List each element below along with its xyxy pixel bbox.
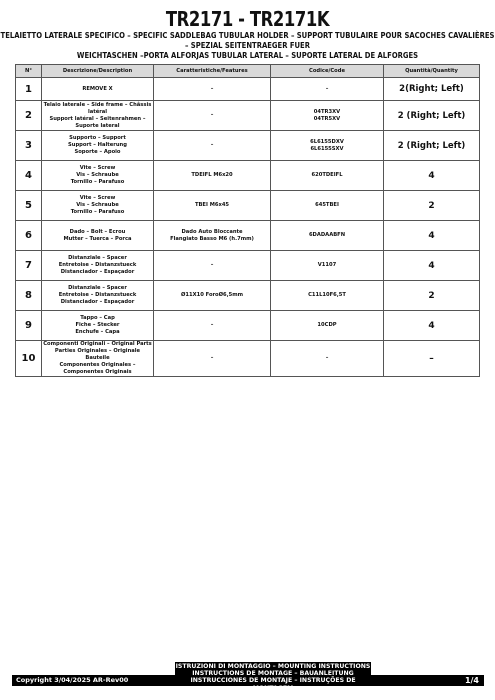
- row-description-line: Vite – Screw: [79, 195, 116, 201]
- row-features: [154, 311, 271, 341]
- row-features-line: Dado Auto Bloccante: [181, 228, 243, 235]
- row-features-line: –: [210, 322, 214, 328]
- row-description-line: Vite – Screw: [79, 165, 116, 171]
- row-quantity: 4: [384, 221, 480, 251]
- table-row: [16, 281, 480, 311]
- row-quantity: 4: [384, 311, 480, 341]
- row-description-line: Distanciador – Espaçador: [60, 269, 135, 275]
- row-code-line: –: [325, 85, 329, 92]
- footer-instruction-line: ISTRUZIONI DI MONTAGGIO – MOUNTING INSTRUCTIONS: [175, 663, 371, 670]
- row-quantity: 2 (Right; Left): [384, 101, 480, 131]
- copyright-text: Copyright 3/04/2025 AR-Rev00: [16, 676, 129, 684]
- row-quantity: 2: [384, 191, 480, 221]
- row-number: 2: [16, 101, 42, 131]
- footer-instructions: [175, 663, 371, 692]
- table-row: [16, 251, 480, 281]
- row-code: [271, 341, 384, 377]
- row-description-line: Fiche – Stecker: [75, 322, 120, 328]
- row-features-line: –: [210, 262, 214, 268]
- header-description: Descrizione/Description: [42, 65, 154, 78]
- table-header-row: [16, 65, 480, 78]
- row-features: [154, 251, 271, 281]
- subtitle-line: TELAIETTO LATERALE SPECIFICO – SPECIFIC SADDLEBAG TUBULAR HOLDER – SUPPORT TUBULAIRE POUR SACOCHES CAVALIÈRES – SPEZIAL SEITENTRAEGER FUER: [0, 31, 495, 50]
- parts-table-body: [16, 78, 480, 377]
- row-description: [42, 101, 154, 131]
- row-description-line: Componenti Originali – Original Parts: [43, 341, 152, 347]
- footer-instruction-line: INSTRUCCIONES DE MONTAJE – INSTRUÇÕES DE MONTAGEM: [190, 677, 356, 692]
- row-code-line: C11L10F6,5T: [308, 292, 346, 298]
- row-number: 4: [16, 161, 42, 191]
- row-features-line: –: [210, 85, 214, 92]
- row-code: [271, 221, 384, 251]
- row-features: [154, 341, 271, 377]
- row-code: [271, 161, 384, 191]
- row-description: [42, 161, 154, 191]
- row-number: 3: [16, 131, 42, 161]
- row-description-line: REMOVE X: [82, 85, 113, 92]
- header-quantity: Quantità/Quantity: [384, 65, 480, 78]
- row-number: 5: [16, 191, 42, 221]
- footer-instruction-line: INSTRUCTIONS DE MONTAGE – BAUANLEITUNG: [192, 670, 354, 678]
- table-row: [16, 78, 480, 101]
- header-code: Codice/Code: [271, 65, 384, 78]
- row-features-line: –: [210, 112, 214, 118]
- row-description-line: Parties Originales – Originale Bauteile: [54, 348, 141, 361]
- row-description-line: Support – Halterung: [68, 142, 127, 148]
- row-code-line: 04TR3XV: [313, 108, 341, 115]
- row-description-line: Entretoise – Distanzstueck: [58, 292, 137, 298]
- page-number: 1/4: [464, 676, 479, 685]
- document-title: TR2171 - TR2171K: [165, 7, 330, 31]
- row-features: [154, 78, 271, 101]
- row-code: [271, 311, 384, 341]
- row-description: [42, 341, 154, 377]
- row-features: [154, 101, 271, 131]
- table-row: [16, 101, 480, 131]
- row-code: [271, 131, 384, 161]
- document-subtitle: [0, 31, 495, 61]
- row-code-line: 10CDP: [317, 322, 337, 328]
- row-features-line: –: [210, 142, 214, 148]
- table-row: [16, 131, 480, 161]
- row-code: [271, 101, 384, 131]
- table-row: [16, 311, 480, 341]
- row-description: [42, 281, 154, 311]
- row-code-line: –: [325, 355, 329, 361]
- row-description-line: Support latéral – Seitenrahmen – Suporte lateral: [49, 115, 146, 129]
- row-features-line: Flangiato Basso M6 (h.7mm): [170, 235, 254, 242]
- header-num: N°: [16, 65, 42, 78]
- row-description-line: Tappo – Cap: [80, 315, 115, 321]
- row-description-line: Enchufe – Capa: [75, 329, 120, 335]
- row-description: [42, 191, 154, 221]
- table-row: [16, 191, 480, 221]
- row-description-line: Tornillo – Parafuso: [70, 209, 125, 215]
- row-features-line: Ø11X10 ForoØ6,5mm: [180, 292, 244, 298]
- row-code-line: 645TBEI: [315, 202, 339, 208]
- row-features-line: TBEI M6x45: [194, 202, 230, 208]
- row-description-line: Mutter – Tuerca – Porca: [63, 235, 132, 242]
- row-features: [154, 131, 271, 161]
- row-code: [271, 281, 384, 311]
- row-quantity: –: [384, 341, 480, 377]
- row-description-line: Componentes Originales – Componentes Originais: [59, 362, 136, 375]
- row-features: [154, 161, 271, 191]
- table-row: [16, 161, 480, 191]
- row-features: [154, 221, 271, 251]
- row-description: [42, 311, 154, 341]
- subtitle-line: WEICHTASCHEN –PORTA ALFORJAS TUBULAR LATERAL – SUPORTE LATERAL DE ALFORGES: [76, 51, 419, 60]
- row-number: 9: [16, 311, 42, 341]
- row-description-line: Tornillo – Parafuso: [70, 179, 125, 185]
- row-quantity: 4: [384, 251, 480, 281]
- row-description: [42, 251, 154, 281]
- row-code: [271, 251, 384, 281]
- row-description-line: Distanziale – Spacer: [68, 285, 127, 291]
- row-number: 1: [16, 78, 42, 101]
- row-features: [154, 191, 271, 221]
- row-features: [154, 281, 271, 311]
- row-description: [42, 131, 154, 161]
- row-description-line: Distanziale – Spacer: [68, 255, 127, 261]
- row-number: 6: [16, 221, 42, 251]
- row-code-line: V1107: [317, 262, 337, 268]
- row-description-line: Vis – Schraube: [76, 172, 119, 178]
- row-code-line: 6DADAABFN: [308, 232, 346, 238]
- row-description: [42, 78, 154, 101]
- row-description-line: Entretoise – Distanzstueck: [58, 262, 137, 268]
- row-code: [271, 78, 384, 101]
- row-description-line: Telaio laterale – Side frame – Châssis latéral: [43, 101, 152, 115]
- row-description-line: Supporto – Support: [69, 135, 126, 141]
- row-code-line: 04TR5XV: [313, 115, 341, 122]
- row-description-line: Dado – Bolt – Ecrou: [69, 228, 126, 235]
- table-row: [16, 221, 480, 251]
- parts-table: [15, 64, 480, 377]
- row-number: 8: [16, 281, 42, 311]
- row-code-line: 620TDEIFL: [311, 172, 343, 178]
- row-features-line: TDEIFL M6x20: [191, 172, 233, 178]
- header-features: Caratteristiche/Features: [154, 65, 271, 78]
- row-quantity: 2(Right; Left): [384, 78, 480, 101]
- row-description-line: Distanciador – Espaçador: [60, 299, 135, 305]
- row-description-line: Vis – Schraube: [76, 202, 119, 208]
- table-row: [16, 341, 480, 377]
- row-code-line: 6L6155SXV: [310, 145, 344, 152]
- row-code: [271, 191, 384, 221]
- row-code-line: 6L6155DXV: [310, 138, 344, 145]
- row-quantity: 2 (Right; Left): [384, 131, 480, 161]
- row-number: 7: [16, 251, 42, 281]
- row-quantity: 2: [384, 281, 480, 311]
- row-number: 10: [16, 341, 42, 377]
- row-description: [42, 221, 154, 251]
- row-features-line: –: [210, 355, 214, 361]
- row-description-line: Soporte – Apoio: [74, 149, 121, 155]
- row-quantity: 4: [384, 161, 480, 191]
